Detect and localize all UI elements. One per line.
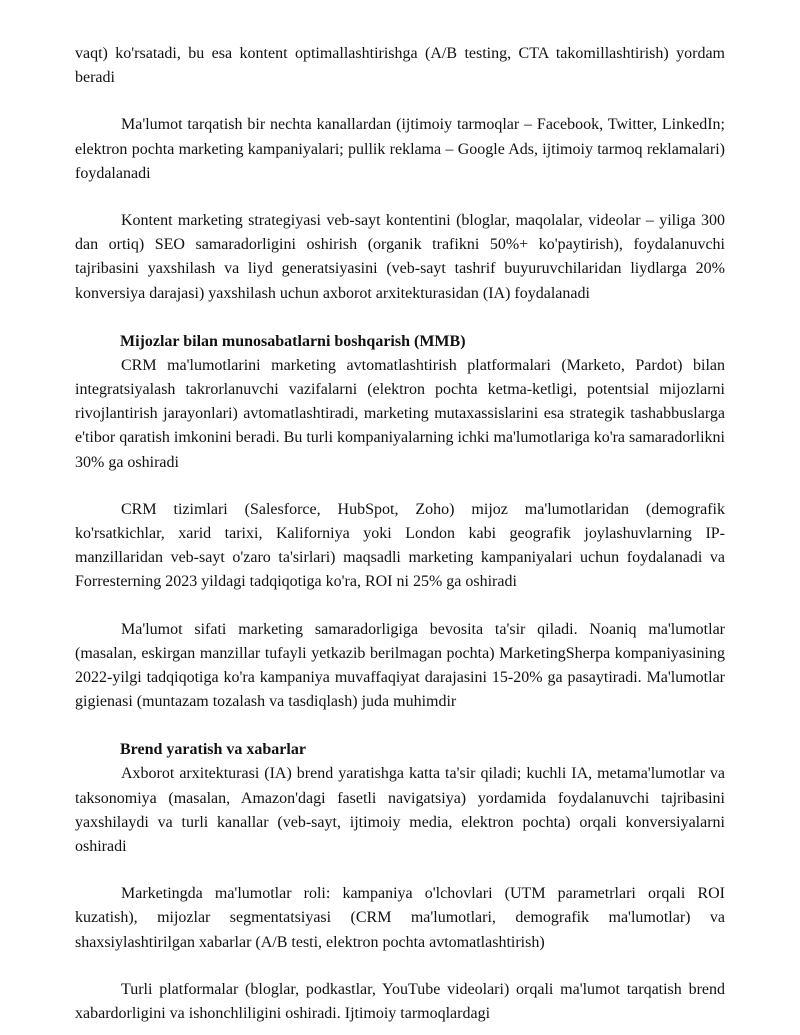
section-heading-branding: Brend yaratish va xabarlar <box>120 741 306 759</box>
paragraph-content-strategy: Kontent marketing strategiyasi veb-sayt kontentini (bloglar, maqolalar, videolar – yiliga 300 dan ortiq) SEO samaradorligini oshirish (organik trafikni 50%+ ko'paytirish), foydalanuvchi tajribasini yaxshilash va liyd generatsiyasini (veb-sayt tashrif buyuruvchilaridan liydlarga 20% konversiya darajasi) yaxshilash uchun axborot arxitekturasidan (IA) foydalanadi <box>75 212 725 302</box>
section-heading-crm: Mijozlar bilan munosabatlarni boshqarish (MMB) <box>120 332 466 350</box>
paragraph-distribution-channels: Ma'lumot tarqatish bir nechta kanallardan (ijtimoiy tarmoqlar – Facebook, Twitter, LinkedIn; elektron pochta marketing kampaniyalari; pullik reklama – Google Ads, ijtimoiy tarmoq reklamalari) foydalanadi <box>75 116 725 182</box>
paragraph-crm-systems: CRM tizimlari (Salesforce, HubSpot, Zoho) mijoz ma'lumotlaridan (demografik ko'rsatkichlar, xarid tarixi, Kaliforniya yoki London kabi geografik joylashuvlarning IP-manzillaridan veb-sayt o'zaro ta'sirlari) maqsadli marketing kampaniyalari uchun foydalanadi va Forresterning 2023 yildagi tadqiqotiga ko'ra, ROI ni 25% ga oshiradi <box>75 500 725 591</box>
paragraph-data-role: Marketingda ma'lumotlar roli: kampaniya o'lchovlari (UTM parametrlari orqali ROI kuzatish), mijozlar segmentatsiyasi (CRM ma'lumotlari, demografik ma'lumotlar) va shaxsiylashtirilgan xabarlar (A/B testi, elektron pochta avtomatlashtirish) <box>75 885 725 951</box>
document-page <box>75 42 725 1026</box>
paragraph-data-quality: Ma'lumot sifati marketing samaradorligiga bevosita ta'sir qiladi. Noaniq ma'lumotlar (masalan, eskirgan manzillar tufayli yetkazib berilmagan pochta) MarketingSherpa kompaniyasining 2022-yilgi tadqiqotiga ko'ra kampaniya muvaffaqiyat darajasini 15-20% ga pasaytiradi. Ma'lumotlar gigienasi (muntazam tozalash va tasdiqlash) juda muhimdir <box>75 620 725 711</box>
paragraph-crm-integration: CRM ma'lumotlarini marketing avtomatlashtirish platformalari (Marketo, Pardot) bilan integratsiyalash takrorlanuvchi vazifalarni (elektron pochta ketma-ketligi, potentsial mijozlarni rivojlantirish jarayonlari) avtomatlashtiradi, marketing mutaxassislarini esa strategik tashabbuslarga e'tibor qaratish imkonini beradi. Bu turli kompaniyalarning ichki ma'lumotlariga ko'ra samaradorlikni 30% ga oshiradi <box>75 356 725 471</box>
paragraph-platforms: Turli platformalar (bloglar, podkastlar, YouTube videolari) orqali ma'lumot tarqatish brend xabardorligini va ishonchliligini oshiradi. Ijtimoiy tarmoqlardagi <box>75 980 725 1023</box>
paragraph-ia-branding: Axborot arxitekturasi (IA) brend yaratishga katta ta'sir qiladi; kuchli IA, metama'lumotlar va taksonomiya (masalan, Amazon'dagi fasetli navigatsiya) yordamida foydalanuvchi tajribasini yaxshilaydi va turli kanallar (veb-sayt, ijtimoiy media, elektron pochta) orqali konversiyalarni oshiradi <box>75 765 725 856</box>
paragraph-continuation: vaqt) ko'rsatadi, bu esa kontent optimallashtirishga (A/B testing, CTA takomillashtirish) yordam beradi <box>75 45 725 87</box>
